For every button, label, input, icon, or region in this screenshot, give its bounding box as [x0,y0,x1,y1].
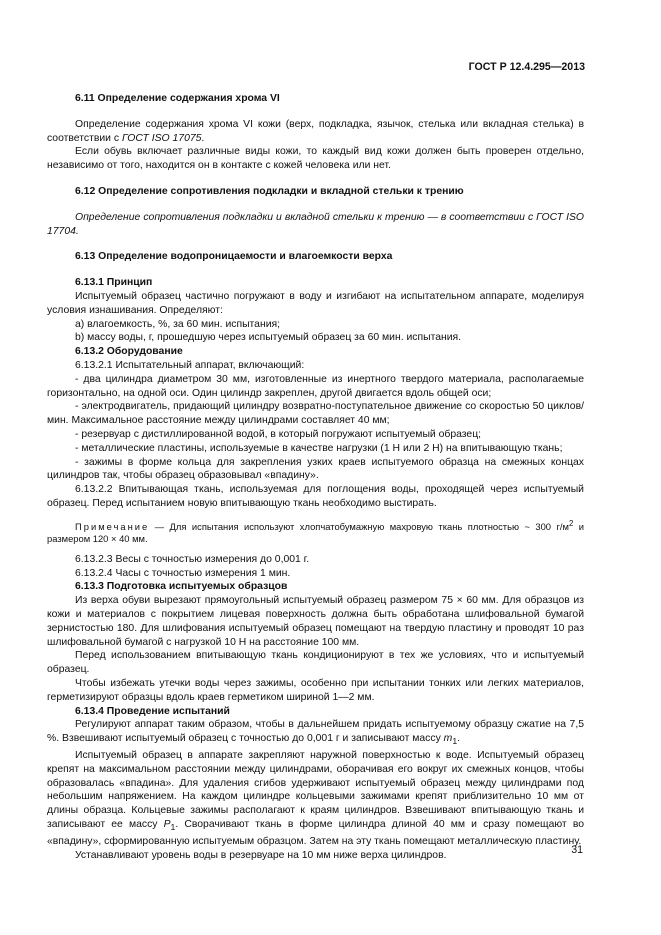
note [47,518,584,546]
variable-subscript: 1 [452,736,458,747]
subsection-6-13-4-heading: 6.13.4 Проведение испытаний [75,705,230,717]
paragraph-end: . [201,132,205,144]
section-6-13-heading: 6.13 Определение водопроницаемости и влагоемкости верха [75,251,393,263]
principle-item-b: b) массу воды, г, прошедшую через испытуемый образец за 60 мин. испытания. [75,332,462,344]
preparation-paragraph-2: Перед использованием впитывающую ткань кондиционируют в тех же условиях, что и испытуемый образец. [47,650,584,676]
variable-subscript: 1 [170,822,176,833]
standard-reference: ГОСТ ISO 17075 [121,132,202,144]
paragraph-text: Регулируют аппарат таким образом, чтобы в дальнейшем придать испытуемому образцу сжатие на 7,5 %. Взвешивают испытуемый образец с точностью до 0,001 г и записывают массу [47,719,584,745]
paragraph-text: Определение содержания хрома VI кожи (верх, подкладка, язычок, стелька или вкладная стелька) в соответствии с [47,118,584,144]
note-text-end: и размером 120 × 40 мм. [47,520,585,545]
section-6-12-paragraph-1: Определение сопротивления подкладки и вкладной стельки к трению — в соответствии с ГОСТ ISO 17704. [47,211,584,237]
subsection-6-13-2-heading: 6.13.2 Оборудование [75,346,183,358]
test-paragraph-2 [47,749,584,849]
paragraph-text: Испытуемый образец в аппарате закрепляют наружной поверхностью к воде. Испытуемый образец крепят на максимальном расстоянии между цилиндрами, оборачивая его вокруг их смежных концов, чтобы образовалась «впадина». Для удаления сгибов удерживают испытуемый образец между цилиндрами под небольшим напряжением. На каждом цилиндре кольцевыми зажимами крепят приблизительно 10 мм от длины образца. Кольцевые зажимы располагают к краям цилиндров. Взвешивают впитывающую ткань и записывают ее массу [47,750,584,831]
equipment-item-1: 6.13.2.1 Испытательный аппарат, включающий: [75,359,305,371]
section-6-11-paragraph-2: Если обувь включает различные виды кожи, то каждый вид кожи должен быть проверен отдельно, независимо от того, находится он в контакте с кожей человека или нет. [47,146,584,172]
equipment-item-3: 6.13.2.3 Весы с точностью измерения до 0,001 г. [75,553,310,565]
note-label: Примечание [75,520,150,532]
section-6-11-paragraph-1 [47,118,584,146]
page-number: 31 [571,844,583,856]
equipment-list-item: - металлические пластины, используемые в качестве нагрузки (1 Н или 2 Н) на впитывающую ткань; [75,442,563,454]
equipment-list-item: - резервуар с дистиллированной водой, в который погружают испытуемый образец; [75,428,482,440]
equipment-list-item: - два цилиндра диаметром 30 мм, изготовленные из инертного твердого материала, располагаемые горизонтально, на одной оси. Один цилиндр закреплен, другой двигается вдоль общей оси; [47,373,584,399]
test-paragraph-3: Устанавливают уровень воды в резервуаре на 10 мм ниже верха цилиндров. [75,849,447,861]
principle-paragraph: Испытуемый образец частично погружают в воду и изгибают на испытательном аппарате, моделируя условия изнашивания. Определяют: [47,290,584,316]
paragraph-text-end: . Сворачивают ткань в форме цилиндра длиной 40 мм и сразу помещают во «впадину», сформированную испытуемым образцом. Затем на эту ткань помещают металлическую пластину. [47,819,584,847]
variable-m: m [443,733,453,745]
note-text: — Для испытания используют хлопчатобумажную махровую ткань плотностью ~ 300 г/м [149,520,569,532]
test-paragraph-1 [47,718,584,749]
document-body [47,92,584,863]
subsection-6-13-1-heading: 6.13.1 Принцип [75,277,153,289]
equipment-item-2: 6.13.2.2 Впитывающая ткань, используемая для поглощения воды, проходящей через испытуемый образец. Перед испытанием новую впитывающую ткань необходимо выстирать. [47,484,584,509]
equipment-item-4: 6.13.2.4 Часы с точностью измерения 1 мин. [75,567,291,579]
preparation-paragraph-1: Из верха обуви вырезают прямоугольный испытуемый образец размером 75 × 60 мм. Для образцов из кожи и материалов с покрытием лицевая поверхность должна быть обработана шлифовальной бумагой зернистостью 180. Для шлифования испытуемый образец помещают на твердую пластину и проводят 10 раз шлифовальной бумагой с нагрузкой 10 Н на расстояние 100 мм. [47,595,584,648]
section-6-12-heading: 6.12 Определение сопротивления подкладки и вкладной стельки к трению [75,185,464,197]
equipment-list-item: - электродвигатель, придающий цилиндру возвратно-поступательное движение со скоростью 50 циклов/мин. Максимальное расстояние между цилиндрами составляет 40 мм; [47,401,584,427]
subsection-6-13-3-heading: 6.13.3 Подготовка испытуемых образцов [75,581,288,593]
note-superscript: 2 [568,518,574,528]
preparation-paragraph-3: Чтобы избежать утечки воды через зажимы, особенно при испытании тонких или легких материалов, герметизируют образцы вдоль краев герметиком шириной 1—2 мм. [47,678,584,703]
paragraph-end: . [457,733,461,745]
standard-header: ГОСТ Р 12.4.295—2013 [468,61,585,73]
principle-item-a: а) влагоемкость, %, за 60 мин. испытания; [75,318,281,330]
equipment-list-item: - зажимы в форме кольца для закрепления узких краев испытуемого образца на смежных концах цилиндров так, чтобы образец образовывал «впадину». [47,456,584,482]
variable-p: P [163,819,171,831]
section-6-11-heading: 6.11 Определение содержания хрома VI [75,93,280,104]
